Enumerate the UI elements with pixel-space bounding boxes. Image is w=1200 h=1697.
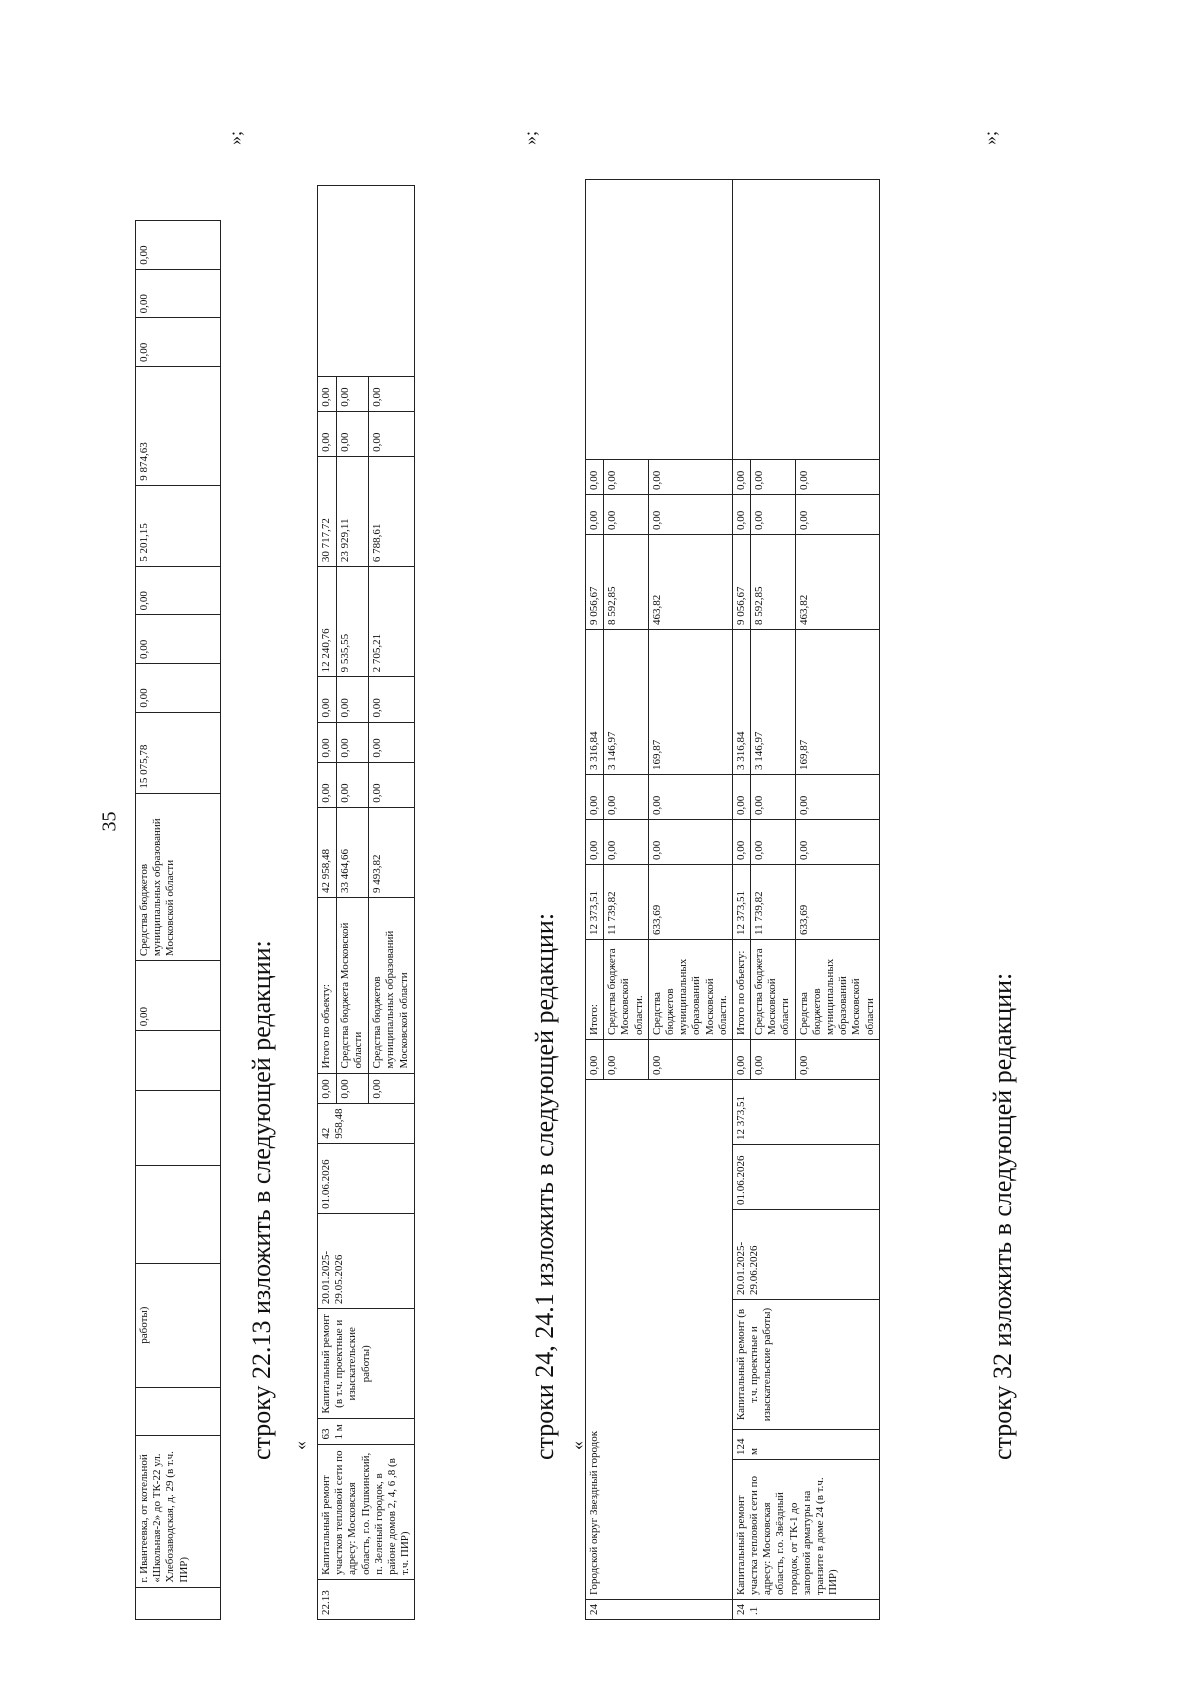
year-cell: 12 240,76 [318,567,337,677]
year-cell: 3 316,84 [586,629,604,774]
share-cell: 0,00 [795,1039,879,1079]
year-cell: 8 592,85 [751,534,796,629]
rows-24-table [585,179,880,1620]
year-cell: 0,00 [751,819,796,864]
row-number: 22.13 [318,1579,415,1619]
opening-quote: « [290,1441,310,1450]
year-cell: 0,00 [751,774,796,819]
source-cell: Средства бюджетов муниципальных образований Московской области [795,939,879,1039]
capacity-cell: 631 м [318,1419,415,1444]
year-cell: 0,00 [795,774,879,819]
year-cell: 0,00 [369,762,415,807]
work-cell: Капитальный ремонт (в т.ч. проектные и изыскательские работы) [732,1300,879,1430]
year-cell: 0,00 [336,722,368,762]
total-cell: 12 373,51 [732,864,750,939]
source-cell: Средства бюджетов муниципальных образований Московской области. [648,939,732,1039]
year-cell: 0,00 [751,494,796,534]
cost-cell: 42 958,48 [318,1103,415,1143]
year-cell: 0,00 [369,722,415,762]
year-cell: 9 056,67 [586,534,604,629]
year-cell: 0,00 [604,494,649,534]
year-cell: 0,00 [751,459,796,494]
share-cell: 0,00 [732,1039,750,1079]
year-cell: 0,00 [318,411,337,456]
year-cell: 5 201,15 [136,485,221,566]
year-cell: 6 788,61 [369,456,415,566]
year-cell: 0,00 [136,318,221,367]
total-cell: 9 493,82 [369,807,415,897]
cost-cell: 12 373,51 [732,1079,879,1144]
year-cell: 0,00 [732,459,750,494]
source-cell: Средства бюджета Московской области. [604,939,649,1039]
capacity-cell: 124 м [732,1430,879,1460]
year-cell: 0,00 [318,677,337,722]
table-22-13 [317,185,415,1620]
table-row [732,179,750,1619]
year-cell: 0,00 [586,494,604,534]
year-cell: 0,00 [795,494,879,534]
section-heading: строки 24, 24.1 изложить в следующей редакции: [530,912,559,1460]
source-cell: Средства бюджетов муниципальных образований Московской области [369,898,415,1073]
table-24 [585,179,880,1620]
total-cell: 12 373,51 [586,864,604,939]
year-cell: 3 316,84 [732,629,750,774]
share-cell: 0,00 [136,961,221,1031]
closing-quote: »; [520,130,540,145]
year-cell: 8 592,85 [604,534,649,629]
year-cell: 3 146,97 [604,629,649,774]
object-cell: г. Ивантеевка, от котельной «Школьная-2» до ТК-22 ул. Хлебозаводская, д. 29 (в т.ч. ПИР) [136,1436,221,1587]
source-cell: Итого по объекту: [732,939,750,1039]
empty-cell [318,186,415,377]
page-number: 35 [98,811,121,832]
total-cell: 633,69 [795,864,879,939]
year-cell: 0,00 [648,774,732,819]
year-cell: 0,00 [336,411,368,456]
year-cell: 9 056,67 [732,534,750,629]
year-cell: 0,00 [136,566,221,615]
year-cell: 0,00 [795,819,879,864]
dates-cell: 20.01.2025-29.06.2026 [732,1210,879,1300]
section-heading: строку 32 изложить в следующей редакции: [988,972,1017,1460]
year-cell: 9 535,55 [336,567,368,677]
year-cell: 0,00 [136,269,221,318]
year-cell: 3 146,97 [751,629,796,774]
object-cell: Капитальный ремонт участка тепловой сети по адресу: Московская область, г.о. Звёздный городок, от ТК-1 до запорной арматуры на транзите в доме 24 (в т.ч. ПИР) [732,1460,879,1600]
table-continuation [135,220,221,1620]
table-row [136,221,221,1620]
year-cell: 463,82 [648,534,732,629]
source-cell: Средства бюджета Московской области [751,939,796,1039]
total-cell: 42 958,48 [318,807,337,897]
year-cell: 0,00 [586,819,604,864]
year-cell: 0,00 [336,762,368,807]
work-cell: работы) [136,1263,221,1387]
year-cell: 0,00 [604,774,649,819]
source-cell: Итого: [586,939,604,1039]
year-cell: 0,00 [369,677,415,722]
empty-cell [732,179,879,459]
year-cell: 0,00 [586,774,604,819]
year-cell: 0,00 [586,459,604,494]
share-cell: 0,00 [318,1073,337,1103]
group-name: Городской округ Звездный городок [586,1079,733,1599]
year-cell: 0,00 [732,494,750,534]
source-cell: Итого по объекту: [318,898,337,1073]
year-cell: 0,00 [795,459,879,494]
share-cell: 0,00 [336,1073,368,1103]
year-cell: 9 874,63 [136,366,221,485]
year-cell: 169,87 [795,629,879,774]
year-cell: 0,00 [136,664,221,713]
share-cell: 0,00 [648,1039,732,1079]
table-row [586,179,604,1619]
total-cell: 11 739,82 [751,864,796,939]
year-cell: 30 717,72 [318,456,337,566]
year-cell: 0,00 [648,459,732,494]
share-cell: 0,00 [369,1073,415,1103]
commission-cell: 01.06.2026 [318,1143,415,1213]
closing-quote: »; [980,130,1000,145]
share-cell: 0,00 [604,1039,649,1079]
continuation-table [135,220,221,1620]
total-cell: 33 464,66 [336,807,368,897]
empty-cell [586,179,733,459]
year-cell: 0,00 [369,411,415,456]
rotated-sheet [135,130,1135,1620]
commission-cell: 01.06.2026 [732,1145,879,1210]
work-cell: Капитальный ремонт (в т.ч. проектные и изыскательские работы) [318,1309,415,1419]
total-cell: 11 739,82 [604,864,649,939]
year-cell: 0,00 [369,376,415,411]
year-cell: 0,00 [318,376,337,411]
year-cell: 0,00 [732,774,750,819]
object-cell: Капитальный ремонт участков тепловой сети по адресу: Московская область, г.о. Пушкинский, п. Зеленый городок, в районе домов 2, 4, 6 ,8 (в т.ч. ПИР) [318,1444,415,1579]
year-cell: 463,82 [795,534,879,629]
year-cell: 0,00 [336,376,368,411]
table-row [318,186,337,1620]
year-cell: 0,00 [136,221,221,270]
year-cell: 0,00 [136,615,221,664]
share-cell: 0,00 [751,1039,796,1079]
year-cell: 0,00 [318,762,337,807]
share-cell: 0,00 [586,1039,604,1079]
year-cell: 23 929,11 [336,456,368,566]
source-cell: Средства бюджета Московской области [336,898,368,1073]
source-cell: Средства бюджетов муниципальных образований Московской области [136,793,221,960]
year-cell: 0,00 [604,819,649,864]
year-cell: 2 705,21 [369,567,415,677]
year-cell: 0,00 [336,677,368,722]
year-cell: 0,00 [648,819,732,864]
row-22-13-table [317,185,415,1620]
closing-quote: »; [225,130,245,145]
year-cell: 0,00 [732,819,750,864]
year-cell: 0,00 [604,459,649,494]
year-cell: 0,00 [318,722,337,762]
year-cell: 169,87 [648,629,732,774]
dates-cell: 20.01.2025-29.05.2026 [318,1213,415,1308]
row-number: 24 [586,1600,733,1620]
opening-quote: « [567,1441,587,1450]
year-cell: 0,00 [648,494,732,534]
section-heading: строку 22.13 изложить в следующей редакции: [247,940,276,1460]
total-cell: 15 075,78 [136,712,221,793]
row-number: 24.1 [732,1600,879,1620]
total-cell: 633,69 [648,864,732,939]
